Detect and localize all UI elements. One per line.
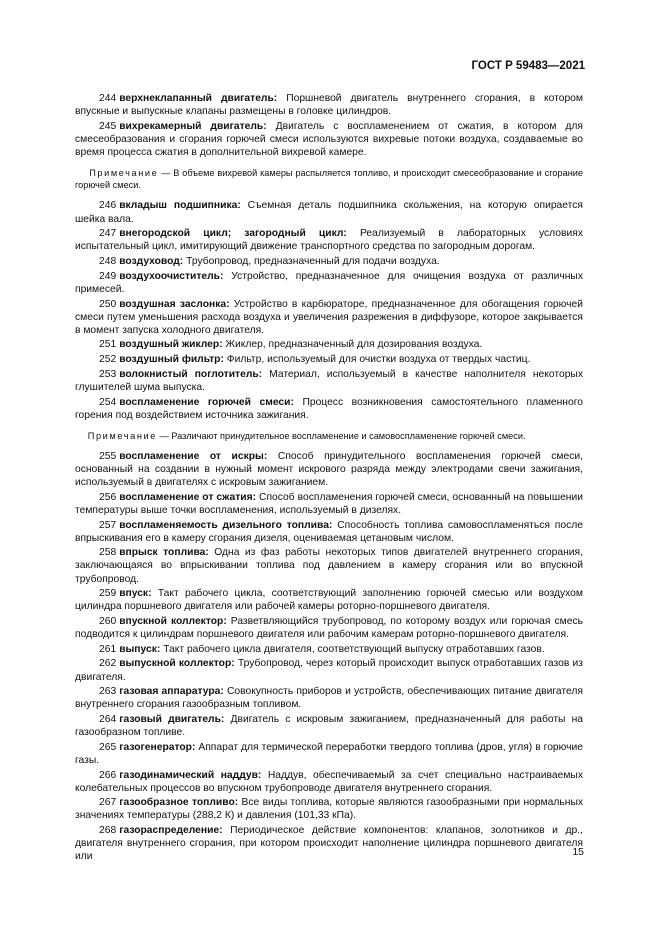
term-definition: Такт рабочего цикла, соответствующий заполнению горючей смесью или воздухом цилиндра поршневого двигателя или рабочей камеры роторно-поршневого двигателя. xyxy=(75,588,583,613)
term-entry-249 xyxy=(75,270,583,296)
term-name: воспламенение от сжатия: xyxy=(119,491,257,503)
term-name: воспламеняемость дизельного топлива: xyxy=(119,519,333,531)
term-number: 244 xyxy=(99,93,117,104)
term-number: 265 xyxy=(99,741,117,753)
term-entry-264 xyxy=(75,713,583,739)
term-entry-244 xyxy=(75,92,583,118)
term-number: 267 xyxy=(99,797,117,809)
term-definition: Одна из фаз работы некоторых типов двигателей внутреннего сгорания, заключающаяся во впрыскивании топлива под давлением в камеру сгорания или во впускной трубопровод. xyxy=(75,547,583,585)
note xyxy=(75,430,583,442)
note-label: Примечание xyxy=(87,430,157,441)
term-number: 245 xyxy=(99,120,117,132)
note-text: — Различают принудительное воспламенение и самовоспламенение горючей смеси. xyxy=(159,430,526,441)
term-entry-262 xyxy=(75,657,583,683)
term-name: впускной коллектор: xyxy=(119,616,227,628)
term-definition: Способ принудительного воспламенения горючей смеси, основанный на создании в нужный момент искрового разряда между электродами свечи зажигания, используемый в двигателях с искровым зажиганием. xyxy=(75,450,583,489)
term-name: воздушный фильтр: xyxy=(119,354,224,366)
document-body xyxy=(75,92,583,865)
term-number: 264 xyxy=(99,714,117,726)
term-name: волокнистый поглотитель: xyxy=(119,368,263,380)
term-definition: Совокупность приборов и устройств, обеспечивающих питание двигателя внутреннего сгорания газообразным топливом. xyxy=(75,686,583,711)
term-definition: Устройство, предназначенное для очищения воздуха от различных примесей. xyxy=(75,270,583,295)
term-name: вкладыш подшипника: xyxy=(119,200,241,212)
term-name: впрыск топлива: xyxy=(119,547,209,559)
term-entry-263 xyxy=(75,685,583,711)
term-definition: Устройство в карбюраторе, предназначенное для обогащения горючей смеси путем уменьшения расхода воздуха и увеличения разрежения в диффузоре, которое закрывается в момент запуска холодного двигателя. xyxy=(75,298,583,336)
term-definition: Процесс возникновения самостоятельного пламенного горения под воздействием источника зажигания. xyxy=(75,396,583,421)
term-name: газораспределение: xyxy=(119,825,223,837)
term-number: 259 xyxy=(99,588,117,600)
term-name: газодинамический наддув: xyxy=(119,769,262,781)
note xyxy=(75,167,583,191)
term-number: 262 xyxy=(99,658,117,670)
term-number: 249 xyxy=(99,270,117,282)
term-number: 246 xyxy=(99,200,117,212)
term-number: 251 xyxy=(99,339,117,351)
term-definition: Жиклер, предназначенный для дозирования воздуха. xyxy=(225,339,483,351)
term-name: вихрекамерный двигатель: xyxy=(119,120,267,132)
term-name: газовый двигатель: xyxy=(119,714,225,726)
note-text: — В объеме вихревой камеры распыляется топливо, и происходит смесеобразование и сгорание горючей смеси. xyxy=(75,168,584,191)
term-definition: Способ воспламенения горючей смеси, основанный на повышении температуры выше точки воспламенения, используемый в дизелях. xyxy=(75,491,583,516)
term-number: 256 xyxy=(99,491,117,503)
term-entry-253 xyxy=(75,368,583,394)
term-entry-254 xyxy=(75,396,583,422)
term-name: воздушный жиклер: xyxy=(119,339,223,351)
term-number: 263 xyxy=(99,686,117,698)
term-entry-265 xyxy=(75,741,583,767)
term-entry-246 xyxy=(75,199,583,225)
term-name: воздушная заслонка: xyxy=(119,298,230,310)
term-definition: Все виды топлива, которые являются газообразными при нормальных значениях температуры (288,2 К) и давления (101,33 кПа). xyxy=(75,797,584,822)
term-definition: Реализуемый в лабораторных условиях испытательный цикл, имитирующий движение транспортного средства по загородным дорогам. xyxy=(75,228,583,253)
term-definition: Поршневой двигатель внутреннего сгорания, в котором впускные и выпускные клапаны размещены в головке цилиндров. xyxy=(75,93,583,118)
term-entry-251 xyxy=(75,338,583,351)
term-entry-261 xyxy=(75,643,583,656)
term-name: впуск: xyxy=(119,588,152,600)
term-number: 247 xyxy=(99,228,117,240)
term-definition: Двигатель с искровым зажиганием, предназначенный для работы на газообразном топливе. xyxy=(75,714,584,739)
term-name: воздуховод: xyxy=(119,256,184,268)
term-entry-258 xyxy=(75,546,583,585)
term-name: выпускной коллектор: xyxy=(119,658,235,670)
term-definition: Способность топлива самовоспламеняться после впрыскивания его в камеру сгорания дизеля, оцениваемая цетановым числом. xyxy=(75,519,583,544)
term-number: 250 xyxy=(99,298,117,310)
term-entry-255 xyxy=(75,450,583,489)
term-definition: Двигатель с воспламенением от сжатия, в котором для смесеобразования и сгорания горючей смеси используются вихревые потоки воздуха, создаваемые во время процесса сжатия в дополнительной вихревой камере. xyxy=(75,120,583,158)
term-definition: Трубопровод, предназначенный для подачи воздуха. xyxy=(186,256,440,268)
term-number: 260 xyxy=(99,616,117,628)
term-definition: Материал, используемый в качестве наполнителя некоторых глушителей шума выпуска. xyxy=(75,368,583,393)
term-entry-250 xyxy=(75,298,583,337)
term-entry-247 xyxy=(75,227,583,253)
term-number: 252 xyxy=(99,354,117,366)
page-number: 15 xyxy=(572,846,584,858)
term-name: воздухоочиститель: xyxy=(119,270,224,282)
term-entry-256 xyxy=(75,491,583,517)
term-entry-248 xyxy=(75,255,583,268)
term-number: 266 xyxy=(99,769,117,781)
term-name: выпуск: xyxy=(119,643,161,655)
term-name: газогенератор: xyxy=(119,741,196,753)
term-name: верхнеклапанный двигатель: xyxy=(119,93,278,104)
term-name: воспламенение горючей смеси: xyxy=(119,396,294,408)
term-number: 248 xyxy=(99,256,117,268)
term-definition: Аппарат для термической переработки твердого топлива (дров, угля) в горючие газы. xyxy=(75,741,583,766)
term-entry-266 xyxy=(75,769,583,795)
term-entry-245 xyxy=(75,120,583,159)
standard-designation: ГОСТ Р 59483—2021 xyxy=(471,60,585,72)
term-entry-257 xyxy=(75,519,583,545)
term-number: 261 xyxy=(99,643,117,655)
term-definition: Разветвляющийся трубопровод, по которому воздух или горючая смесь подводится к цилиндрам поршневого двигателя или рабочим камерам роторно-поршневого двигателя. xyxy=(75,616,583,641)
term-name: газообразное топливо: xyxy=(119,797,239,809)
term-name: газовая аппаратура: xyxy=(119,686,224,698)
term-entry-259 xyxy=(75,587,583,613)
note-label: Примечание xyxy=(89,168,159,179)
term-definition: Трубопровод, через который происходит выпуск отработавших газов из двигателя. xyxy=(75,658,583,683)
term-definition: Фильтр, используемый для очистки воздуха от твердых частиц. xyxy=(226,354,531,366)
term-entry-268 xyxy=(75,824,583,863)
term-name: внегородской цикл; загородный цикл: xyxy=(119,228,347,240)
term-entry-267 xyxy=(75,796,583,822)
term-number: 257 xyxy=(99,519,117,531)
term-definition: Периодическое действие компонентов: клапанов, золотников и др., двигателя внутреннего сгорания, при котором происходит наполнение цилиндра поршневого двигателя или xyxy=(75,825,583,863)
term-definition: Такт рабочего цикла двигателя, соответствующий выпуску отработавших газов. xyxy=(163,643,545,655)
term-number: 268 xyxy=(99,825,117,837)
term-entry-260 xyxy=(75,615,583,641)
term-number: 255 xyxy=(99,450,117,462)
term-definition: Наддув, обеспечиваемый за счет специально настраиваемых колебательных процессов во впускном трубопроводе двигателя внутреннего сгорания. xyxy=(75,769,583,794)
term-number: 258 xyxy=(99,547,117,559)
term-number: 253 xyxy=(99,368,117,380)
term-entry-252 xyxy=(75,353,583,366)
term-definition: Съемная деталь подшипника скольжения, на которую опирается шейка вала. xyxy=(75,200,583,225)
term-name: воспламенение от искры: xyxy=(119,450,268,462)
term-number: 254 xyxy=(99,396,117,408)
